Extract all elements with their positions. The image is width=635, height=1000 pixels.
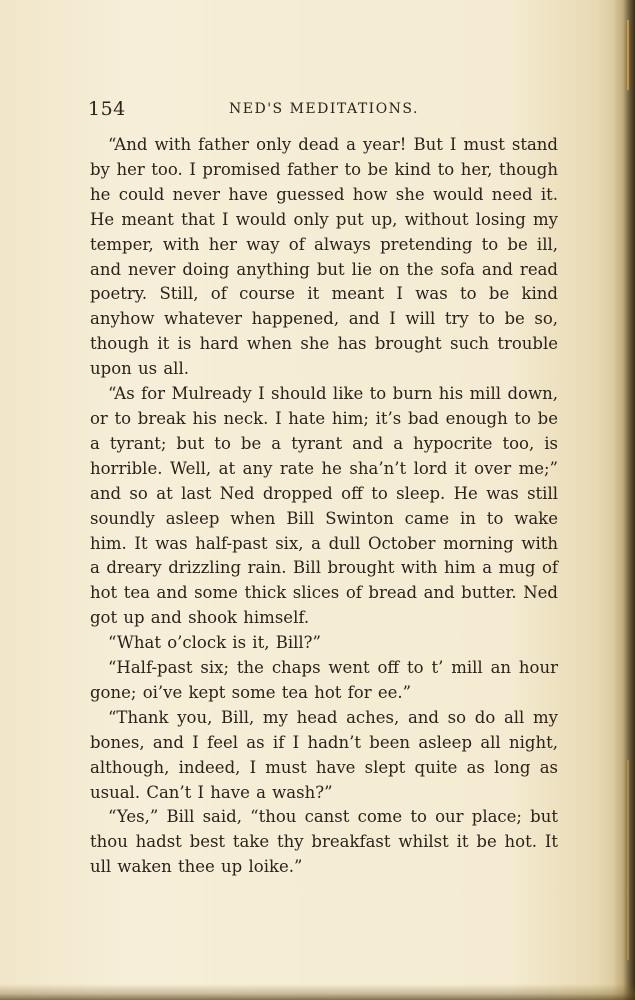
paragraph: “Yes,” Bill said, “thou canst come to our place; but thou hadst best take thy breakfast whilst it be hot. It ull waken thee up loike.” (90, 807, 558, 877)
edge-stain (627, 20, 629, 90)
page-number: 154 (88, 98, 126, 120)
running-title: NED'S MEDITATIONS. (229, 101, 419, 117)
page-edge-bottom (0, 984, 635, 1000)
page-header (88, 98, 560, 124)
body-text (90, 133, 558, 880)
paragraph: “Thank you, Bill, my head aches, and so do all my bones, and I feel as if I hadn’t been asleep all night, although, indeed, I must have slept quite as long as usual. Can’t I have a wash?” (90, 707, 558, 802)
edge-stain (627, 760, 629, 960)
paragraph: “And with father only dead a year! But I must stand by her too. I promised father to be kind to her, though he could never have guessed how she would need it. He meant that I would only put up, without losing my temper, with her way of always pretending to be ill, and never doing anything but lie on the sofa and read poetry. Still, of course it meant I was to be kind anyhow whatever happened, and I will try to be so, though it is hard when she has brought such trouble upon us all. (90, 135, 558, 379)
paragraph: “Half-past six; the chaps went off to t’ mill an hour gone; oi’ve kept some tea hot for ee.” (90, 658, 558, 702)
paragraph: “As for Mulready I should like to burn his mill down, or to break his neck. I hate him; it’s bad enough to be a tyrant; but to be a tyrant and a hypocrite too, is horrible. Well, at any rate he sha’n’t lord it over me;” and so at last Ned dropped off to sleep. He was still soundly asleep when Bill Swinton came in to wake him. It was half-past six, a dull October morning with a dreary drizzling rain. Bill brought with him a mug of hot tea and some thick slices of bread and butter. Ned got up and shook himself. (90, 384, 558, 628)
page-edge-right (613, 0, 635, 1000)
paragraph: “What o’clock is it, Bill?” (108, 633, 321, 653)
